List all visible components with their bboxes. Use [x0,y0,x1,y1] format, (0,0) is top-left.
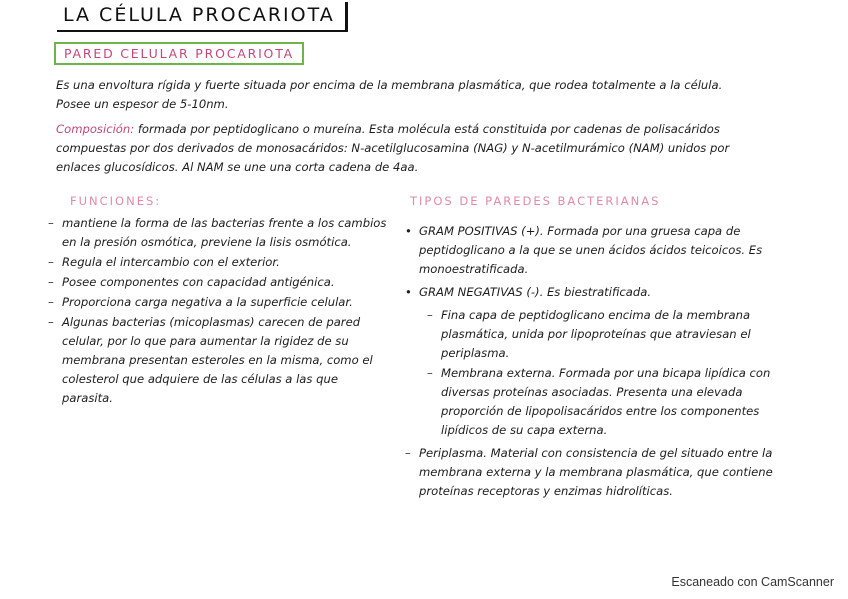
function-text: Algunas bacterias (micoplasmas) carecen de pared celular, por lo que para aumentar la rigidez de su membrana presentan esteroles en la misma, como el colesterol que adquiere de las células a las que parasita. [62,315,373,405]
list-item [405,283,785,302]
list-item [48,273,388,292]
list-item [48,293,388,312]
gram-positive-text: GRAM POSITIVAS (+). Formada por una gruesa capa de peptidoglicano a la que se unen ácidos ácidos teicoicos. Es monoestratificada. [419,224,763,276]
function-text: Posee componentes con capacidad antigénica. [62,275,335,289]
dash-bullet: – [427,308,433,322]
section-subtitle: PARED CELULAR PROCARIOTA [54,42,304,65]
dash-bullet: – [48,295,54,309]
function-text: mantiene la forma de las bacterias frente a los cambios en la presión osmótica, previene la lisis osmótica. [62,216,387,249]
title-frame [57,2,348,32]
gram-negative-detail: Fina capa de peptidoglicano encima de la membrana plasmática, unida por lipoproteínas que atraviesan el periplasma. [441,308,751,360]
gram-negative-detail: Membrana externa. Formada por una bicapa lipídica con diversas proteínas asociadas. Presenta una elevada proporción de lipopolisacáridos entre los componentes lipídicos de su capa externa. [441,366,771,437]
composition-label: Composición: [56,122,135,136]
dash-bullet: – [48,275,54,289]
types-heading: TIPOS DE PAREDES BACTERIANAS [410,194,661,208]
dot-bullet: • [405,285,412,299]
dash-bullet: – [405,446,411,460]
dash-bullet: – [48,315,54,329]
list-item [48,253,388,272]
dash-bullet: – [48,255,54,269]
wall-types-list [405,222,785,502]
page-title: LA CÉLULA PROCARIOTA [63,4,335,26]
gram-negative-text: GRAM NEGATIVAS (-). Es biestratificada. [419,285,652,299]
function-text: Proporciona carga negativa a la superficie celular. [62,295,353,309]
periplasm-text: Periplasma. Material con consistencia de gel situado entre la membrana externa y la membrana plasmática, que contiene proteínas receptoras y enzimas hidrolíticas. [419,446,773,498]
composition-text: formada por peptidoglicano o mureína. Esta molécula está constituida por cadenas de polisacáridos compuestas por dos derivados de monosacáridos: N-acetilglucosamina (NAG) y N-acetilmurámico (NAM) unidos por enlaces glucosídicos. Al NAM se une una corta cadena de 4aa. [56,122,730,174]
list-item [48,214,388,252]
intro-paragraph: Es una envoltura rígida y fuerte situada por encima de la membrana plasmática, que rodea totalmente a la célula. Posee un espesor de 5-10nm. [56,78,723,111]
dot-bullet: • [405,224,412,238]
functions-heading: FUNCIONES: [70,194,162,208]
list-item [405,444,785,501]
dash-bullet: – [427,366,433,380]
list-item [427,364,785,440]
function-text: Regula el intercambio con el exterior. [62,255,280,269]
functions-list [48,214,388,409]
dash-bullet: – [48,216,54,230]
list-item [427,306,785,363]
scanner-watermark: Escaneado con CamScanner [671,575,834,589]
composition-paragraph [56,120,776,177]
list-item [405,222,785,279]
list-item [48,313,388,408]
